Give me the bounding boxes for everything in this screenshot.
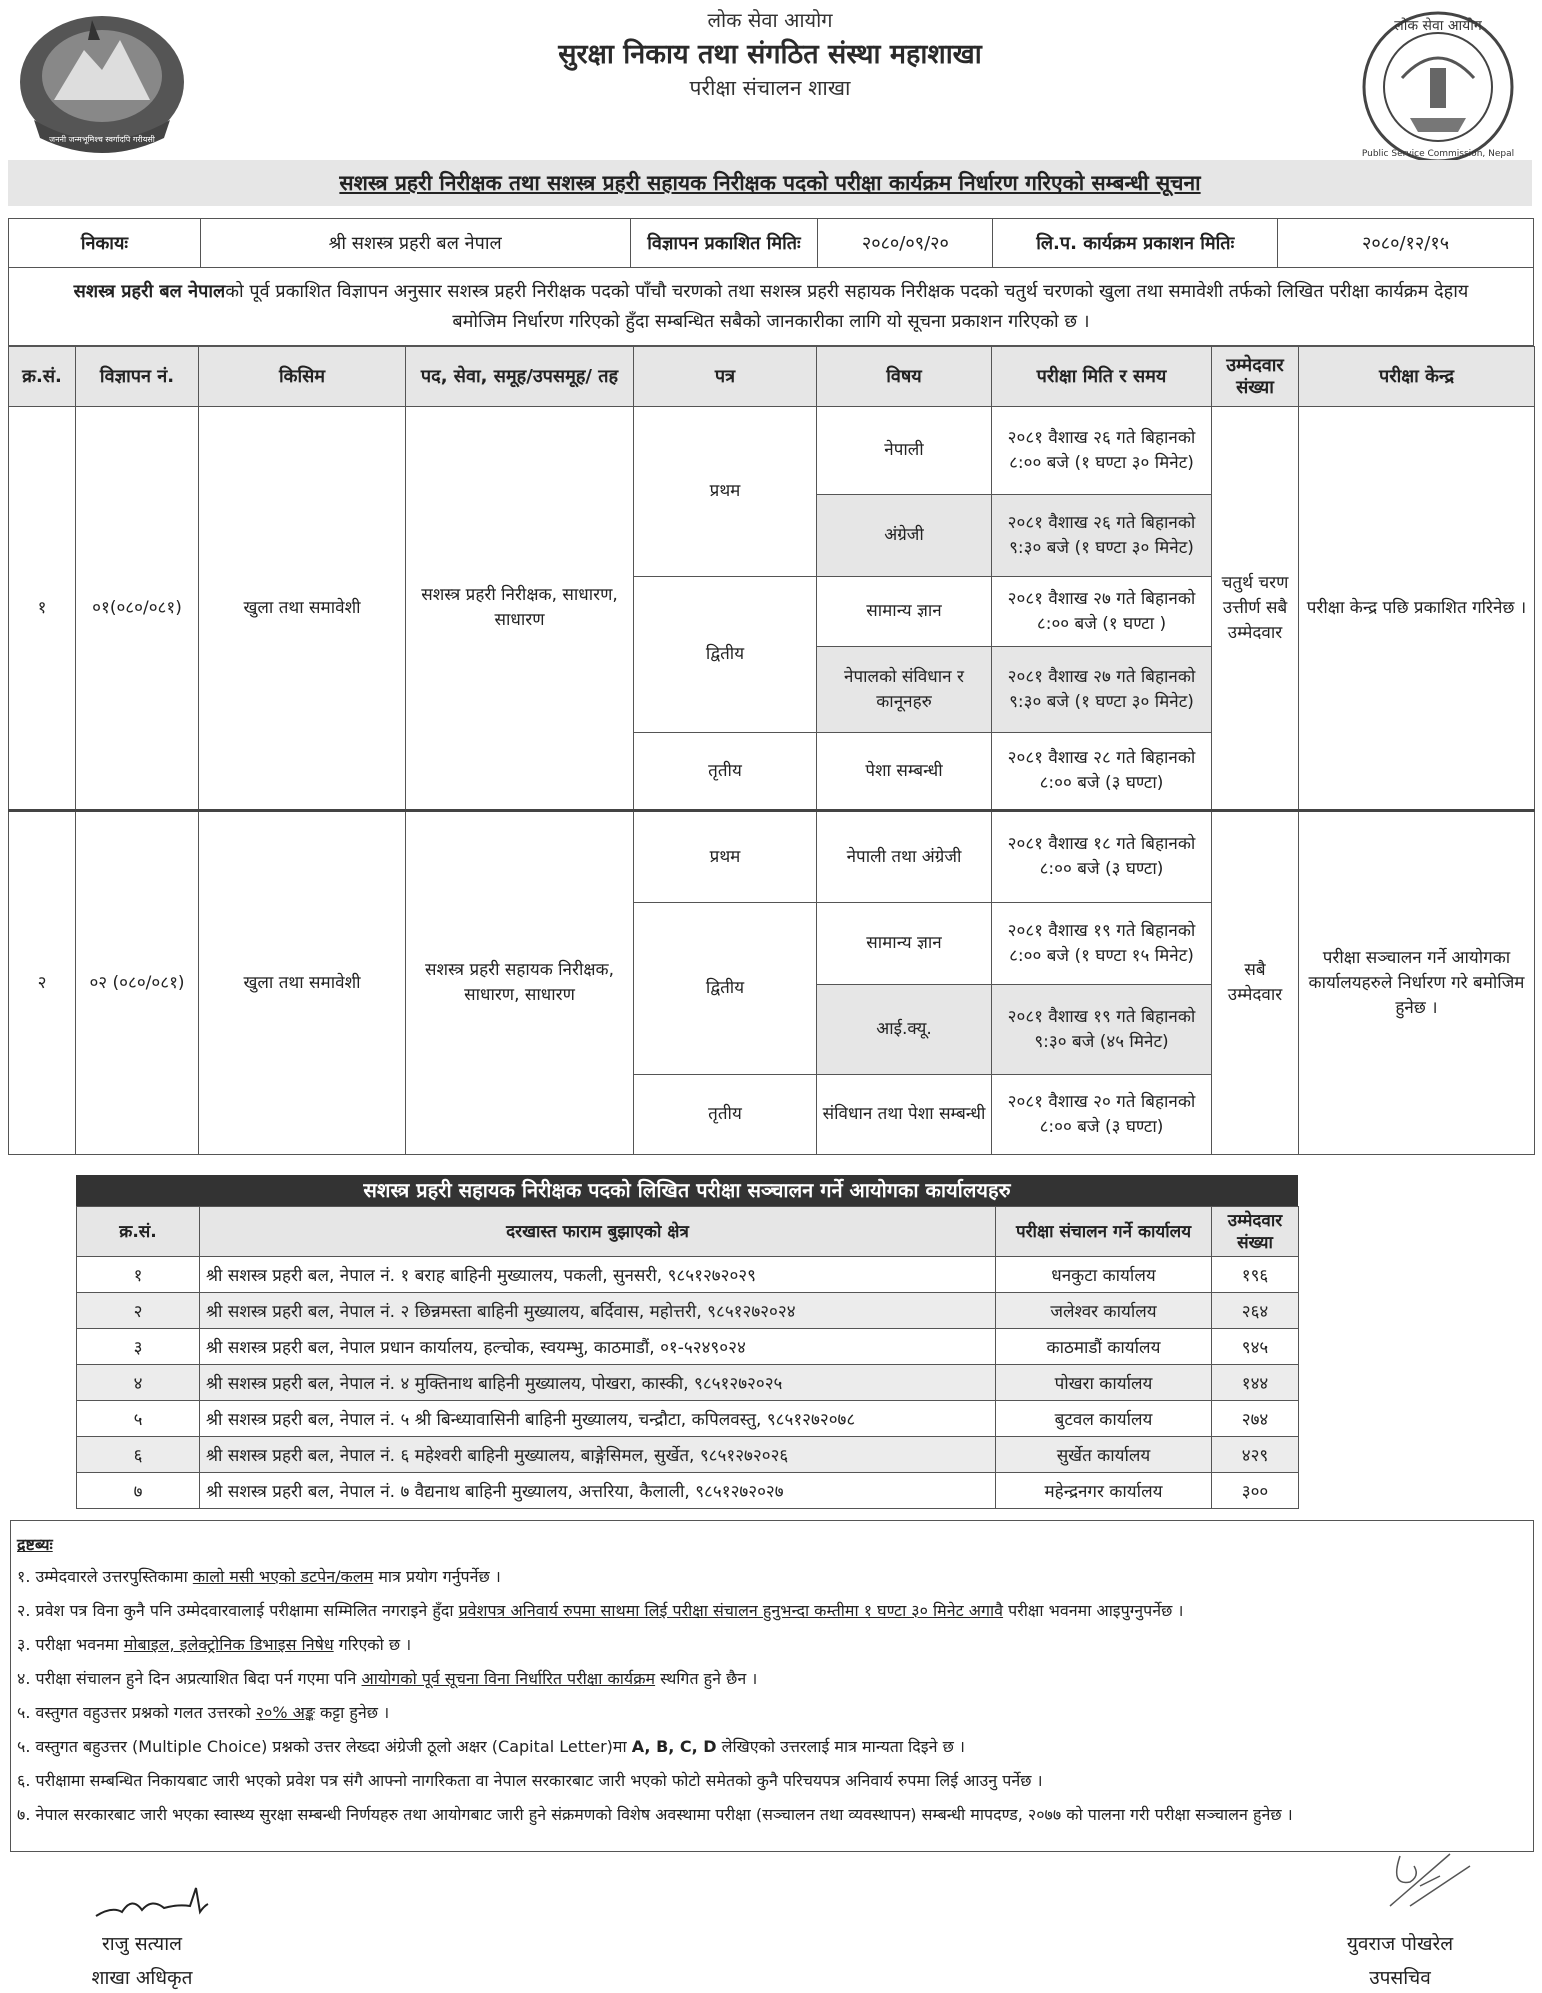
office-name: सुर्खेत कार्यालय [996,1437,1212,1473]
office-count: ३०० [1212,1473,1299,1509]
office-count: १९६ [1212,1257,1299,1293]
offices-header-row [77,1207,1299,1257]
office-name: बुटवल कार्यालय [996,1401,1212,1437]
org-name: लोक सेवा आयोग [707,8,833,32]
table-row [77,1365,1299,1401]
notice-title: सशस्त्र प्रहरी निरीक्षक तथा सशस्त्र प्रहरी सहायक निरीक्षक पदको परीक्षा कार्यक्रम निर्धारण गरिएको सम्बन्धी सूचना [8,160,1532,206]
subject-cell: पेशा सम्बन्धी [817,733,992,811]
col-center: परीक्षा केन्द्र [1299,347,1535,407]
col-adv-no: विज्ञापन नं. [76,347,199,407]
section-name: परीक्षा संचालन शाखा [689,76,851,100]
office-sn: ४ [77,1365,200,1401]
schedule-header-row [9,347,1535,407]
datetime-cell: २०८१ वैशाख २६ गते बिहानको ९:३० बजे (१ घण्टा ३० मिनेट) [992,495,1212,577]
table-row [9,407,1535,495]
subject-cell: नेपाली [817,407,992,495]
exam-schedule-table [8,346,1535,1155]
group1-paper1: प्रथम [634,407,817,577]
col-office: परीक्षा संचालन गर्ने कार्यालय [996,1207,1212,1257]
notes-box [10,1520,1534,1852]
prog-date-label: लि.प. कार्यक्रम प्रकाशन मितिः [993,219,1278,268]
office-count: १४४ [1212,1365,1299,1401]
office-count: २६४ [1212,1293,1299,1329]
subject-cell: अंग्रेजी [817,495,992,577]
table-row [9,811,1535,903]
datetime-cell: २०८१ वैशाख २७ गते बिहानको ९:३० बजे (१ घण्टा ३० मिनेट) [992,647,1212,733]
notes-heading: द्रष्टब्यः [17,1535,53,1554]
col-paper: पत्र [634,347,817,407]
svg-text:जननी जन्मभूमिश्च स्वर्गादपि गर: जननी जन्मभूमिश्च स्वर्गादपि गरीयसी [49,135,155,144]
datetime-cell: २०८१ वैशाख १९ गते बिहानको ८:०० बजे (१ घण्टा १५ मिनेट) [992,903,1212,985]
info-table [8,218,1534,268]
intro-text: को पूर्व प्रकाशित विज्ञापन अनुसार सशस्त्र प्रहरी निरीक्षक पदको पाँचौ चरणको तथा सशस्त्र प्रहरी सहायक निरीक्षक पदको चतुर्थ चरणको खुला तथा समावेशी तर्फको लिखित परीक्षा कार्यक्रम देहाय बमोजिम निर्धारण गरिएको हुँदा सम्बन्धित सबैको जानकारीका लागि यो सूचना प्रकाशन गरिएको छ । [225,281,1469,332]
datetime-cell: २०८१ वैशाख २० गते बिहानको ८:०० बजे (३ घण्टा) [992,1075,1212,1155]
group1-candidates: चतुर्थ चरण उत्तीर्ण सबै उम्मेदवार [1212,407,1299,811]
left-signatory-title: शाखा अधिकृत [91,1967,193,1989]
group2-candidates: सबै उम्मेदवार [1212,811,1299,1155]
division-name: सुरक्षा निकाय तथा संगठित संस्था महाशाखा [558,39,982,70]
group1-type: खुला तथा समावेशी [199,407,406,811]
office-name: पोखरा कार्यालय [996,1365,1212,1401]
note-5: ५. वस्तुगत वहुउत्तर प्रश्नको गलत उत्तरको २०% अङ्क कट्टा हुनेछ । [17,1703,390,1722]
group2-sn: २ [9,811,76,1155]
group2-center: परीक्षा सञ्चालन गर्ने आयोगका कार्यालयहरुले निर्धारण गरे बमोजिम हुनेछ । [1299,811,1535,1155]
note-3: ३. परीक्षा भवनमा मोबाइल, इलेक्ट्रोनिक डिभाइस निषेध गरिएको छ । [17,1635,412,1654]
subject-cell: नेपाली तथा अंग्रेजी [817,811,992,903]
note-4: ४. परीक्षा संचालन हुने दिन अप्रत्याशित बिदा पर्न गएमा पनि आयोगको पूर्व सूचना विना निर्धारित परीक्षा कार्यक्रम स्थगित हुने छैन । [17,1669,758,1688]
col-candidates: उम्मेदवार संख्या [1212,347,1299,407]
group2-paper3: तृतीय [634,1075,817,1155]
svg-text:लोक सेवा आयोग: लोक सेवा आयोग [1394,18,1482,34]
office-area: श्री सशस्त्र प्रहरी बल, नेपाल नं. १ बराह बाहिनी मुख्यालय, पकली, सुनसरी, ९८५१२७२०२९ [200,1257,996,1293]
org-value: श्री सशस्त्र प्रहरी बल नेपाल [200,219,630,268]
col-post: पद, सेवा, समूह/उपसमूह/ तह [406,347,634,407]
office-count: ४२९ [1212,1437,1299,1473]
datetime-cell: २०८१ वैशाख १९ गते बिहानको ९:३० बजे (४५ मिनेट) [992,985,1212,1075]
group2-paper1: प्रथम [634,811,817,903]
group1-paper2: द्वितीय [634,577,817,733]
table-row [77,1437,1299,1473]
col-count: उम्मेदवार संख्या [1212,1207,1299,1257]
office-sn: २ [77,1293,200,1329]
office-sn: ६ [77,1437,200,1473]
col-sn: क्र.सं. [77,1207,200,1257]
offices-title: सशस्त्र प्रहरी सहायक निरीक्षक पदको लिखित परीक्षा सञ्चालन गर्ने आयोगका कार्यालयहरु [76,1175,1298,1206]
left-signatory-name: राजु सत्याल [101,1933,182,1955]
office-sn: १ [77,1257,200,1293]
col-sn: क्र.सं. [9,347,76,407]
table-row [77,1473,1299,1509]
group2-adv-no: ०२ (०८०/०८१) [76,811,199,1155]
office-sn: ७ [77,1473,200,1509]
office-name: महेन्द्रनगर कार्यालय [996,1473,1212,1509]
adv-date-value: २०८०/०९/२० [818,219,993,268]
group2-type: खुला तथा समावेशी [199,811,406,1155]
col-type: किसिम [199,347,406,407]
note-6: ६. परीक्षामा सम्बन्धित निकायबाट जारी भएको प्रवेश पत्र संगै आफ्नो नागरिकता वा नेपाल सरकारबाट जारी भएको फोटो समेतको कुनै परिचयपत्र अनिवार्य रुपमा लिई आउनु पर्नेछ । [17,1771,1043,1790]
office-count: ९४५ [1212,1329,1299,1365]
office-area: श्री सशस्त्र प्रहरी बल, नेपाल नं. ५ श्री बिन्ध्यावासिनी बाहिनी मुख्यालय, चन्द्रौटा, कपिलवस्तु, ९८५१२७२०७८ [200,1401,996,1437]
group1-adv-no: ०१(०८०/०८१) [76,407,199,811]
datetime-cell: २०८१ वैशाख २८ गते बिहानको ८:०० बजे (३ घण्टा) [992,733,1212,811]
group1-post: सशस्त्र प्रहरी निरीक्षक, साधारण, साधारण [406,407,634,811]
table-row [77,1329,1299,1365]
col-datetime: परीक्षा मिति र समय [992,347,1212,407]
group1-paper3: तृतीय [634,733,817,811]
col-area: दरखास्त फाराम बुझाएको क्षेत्र [200,1207,996,1257]
intro-paragraph [8,267,1534,346]
office-area: श्री सशस्त्र प्रहरी बल, नेपाल नं. २ छिन्नमस्ता बाहिनी मुख्यालय, बर्दिवास, महोत्तरी, ९८५१२७२०२४ [200,1293,996,1329]
office-area: श्री सशस्त्र प्रहरी बल, नेपाल प्रधान कार्यालय, हल्चोक, स्वयम्भु, काठमाडौं, ०१-५२४९०२४ [200,1329,996,1365]
subject-cell: संविधान तथा पेशा सम्बन्धी [817,1075,992,1155]
offices-table [76,1206,1299,1509]
datetime-cell: २०८१ वैशाख १८ गते बिहानको ८:०० बजे (३ घण्टा) [992,811,1212,903]
subject-cell: सामान्य ज्ञान [817,903,992,985]
datetime-cell: २०८१ वैशाख २६ गते बिहानको ८:०० बजे (१ घण्टा ३० मिनेट) [992,407,1212,495]
note-5b: ५. वस्तुगत बहुउत्तर (Multiple Choice) प्रश्नको उत्तर लेख्दा अंग्रेजी ठूलो अक्षर (Capital Letter)मा A, B, C, D लेखिएको उत्तरलाई मात्र मान्यता दिइने छ । [17,1737,965,1756]
office-sn: ५ [77,1401,200,1437]
right-signature [1380,1846,1480,1916]
right-signatory-name: युवराज पोखरेल [1346,1933,1454,1955]
adv-date-label: विज्ञापन प्रकाशित मितिः [630,219,818,268]
note-7: ७. नेपाल सरकारबाट जारी भएका स्वास्थ्य सुरक्षा सम्बन्धी निर्णयहरु तथा आयोगबाट जारी हुने संक्रमणको विशेष अवस्थामा परीक्षा (सञ्चालन तथा व्यवस्थापन) सम्बन्धी मापदण्ड, २०७७ को पालना गरी परीक्षा सञ्चालन हुनेछ । [17,1805,1293,1824]
prog-date-value: २०८०/१२/१५ [1278,219,1534,268]
group1-sn: १ [9,407,76,811]
nepal-emblem-logo [14,10,190,156]
subject-cell: नेपालको संविधान र कानूनहरु [817,647,992,733]
datetime-cell: २०८१ वैशाख २७ गते बिहानको ८:०० बजे (१ घण्टा ) [992,577,1212,647]
table-row [77,1293,1299,1329]
office-name: धनकुटा कार्यालय [996,1257,1212,1293]
right-signatory-title: उपसचिव [1369,1967,1431,1989]
note-2: २. प्रवेश पत्र विना कुनै पनि उम्मेदवारवालाई परीक्षामा सम्मिलित नगराइने हुँदा प्रवेशपत्र अनिवार्य रुपमा साथमा लिई परीक्षा संचालन हुनुभन्दा कम्तीमा १ घण्टा ३० मिनेट अगावै परीक्षा भवनमा आइपुग्नुपर्नेछ । [17,1601,1184,1620]
office-area: श्री सशस्त्र प्रहरी बल, नेपाल नं. ७ वैद्यनाथ बाहिनी मुख्यालय, अत्तरिया, कैलाली, ९८५१२७२०२७ [200,1473,996,1509]
group2-paper2: द्वितीय [634,903,817,1075]
note-1: १. उम्मेदवारले उत्तरपुस्तिकामा कालो मसी भएको डटपेन/कलम मात्र प्रयोग गर्नुपर्नेछ । [17,1567,501,1586]
subject-cell: सामान्य ज्ञान [817,577,992,647]
office-area: श्री सशस्त्र प्रहरी बल, नेपाल नं. ४ मुक्तिनाथ बाहिनी मुख्यालय, पोखरा, कास्की, ९८५१२७२०२५ [200,1365,996,1401]
table-row [77,1257,1299,1293]
office-name: जलेश्वर कार्यालय [996,1293,1212,1329]
svg-text:Public Service Commission, Nep: Public Service Commission, Nepal [1361,149,1515,159]
office-area: श्री सशस्त्र प्रहरी बल, नेपाल नं. ६ महेश्वरी बाहिनी मुख्यालय, बाङ्गेसिमल, सुर्खेत, ९८५१२७२०२६ [200,1437,996,1473]
office-name: काठमाडौं कार्यालय [996,1329,1212,1365]
intro-bold: सशस्त्र प्रहरी बल नेपाल [73,281,226,302]
office-sn: ३ [77,1329,200,1365]
org-label: निकायः [9,219,201,268]
col-subject: विषय [817,347,992,407]
left-signature [92,1876,212,1928]
office-count: २७४ [1212,1401,1299,1437]
group2-post: सशस्त्र प्रहरी सहायक निरीक्षक, साधारण, साधारण [406,811,634,1155]
table-row [77,1401,1299,1437]
psc-emblem-logo [1350,8,1526,166]
group1-center: परीक्षा केन्द्र पछि प्रकाशित गरिनेछ । [1299,407,1535,811]
subject-cell: आई.क्यू. [817,985,992,1075]
